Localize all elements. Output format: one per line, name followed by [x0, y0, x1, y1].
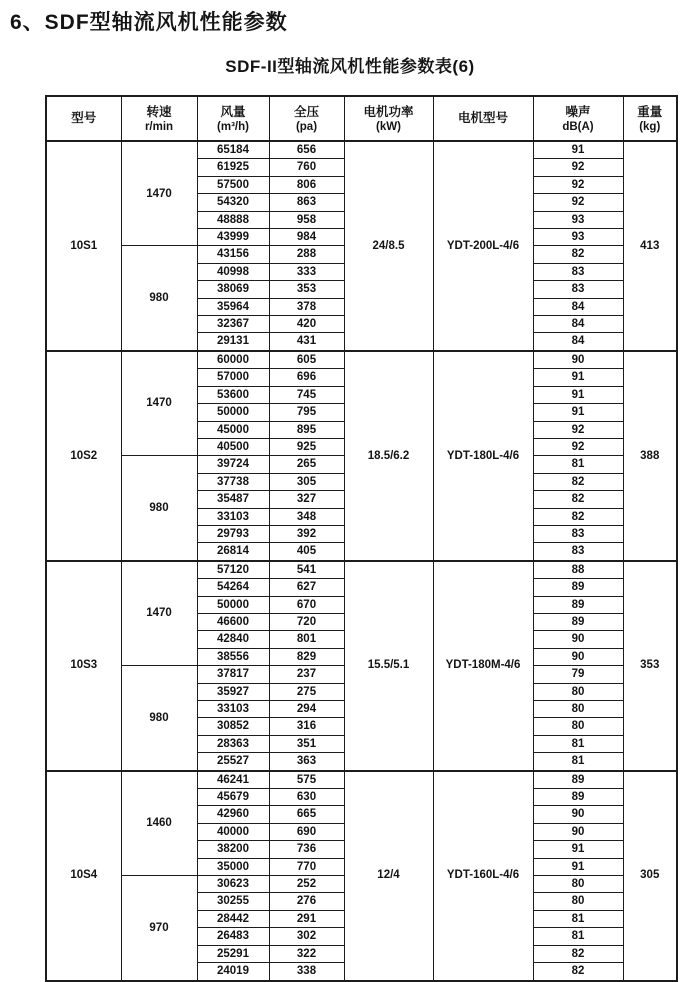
header-motor-power: 电机功率 (kW)	[344, 96, 433, 141]
motor-power-cell: 15.5/5.1	[344, 561, 433, 771]
airflow-cell: 61925	[197, 159, 269, 176]
header-noise: 噪声 dB(A)	[533, 96, 623, 141]
airflow-cell: 43999	[197, 229, 269, 246]
pressure-cell: 925	[269, 438, 344, 455]
airflow-cell: 33103	[197, 701, 269, 718]
noise-cell: 91	[533, 369, 623, 386]
weight-cell: 353	[623, 561, 677, 771]
airflow-cell: 53600	[197, 386, 269, 403]
noise-cell: 83	[533, 543, 623, 561]
noise-cell: 88	[533, 561, 623, 579]
pressure-cell: 351	[269, 735, 344, 752]
pressure-cell: 333	[269, 263, 344, 280]
pressure-cell: 630	[269, 789, 344, 806]
noise-cell: 82	[533, 473, 623, 490]
noise-cell: 82	[533, 945, 623, 962]
pressure-cell: 863	[269, 194, 344, 211]
airflow-cell: 46241	[197, 771, 269, 789]
pressure-cell: 431	[269, 333, 344, 351]
pressure-cell: 795	[269, 404, 344, 421]
header-pressure: 全压 (pa)	[269, 96, 344, 141]
noise-cell: 89	[533, 771, 623, 789]
airflow-cell: 65184	[197, 141, 269, 159]
noise-cell: 90	[533, 806, 623, 823]
noise-cell: 81	[533, 910, 623, 927]
airflow-cell: 57000	[197, 369, 269, 386]
header-model: 型号	[46, 96, 121, 141]
noise-cell: 80	[533, 893, 623, 910]
pressure-cell: 288	[269, 246, 344, 263]
pressure-cell: 265	[269, 456, 344, 473]
performance-table	[45, 95, 678, 982]
motor-model-cell: YDT-160L-4/6	[433, 771, 533, 981]
speed-cell: 980	[121, 246, 197, 351]
header-row	[46, 96, 677, 141]
airflow-cell: 35487	[197, 491, 269, 508]
noise-cell: 80	[533, 701, 623, 718]
noise-cell: 81	[533, 456, 623, 473]
airflow-cell: 54264	[197, 579, 269, 596]
airflow-cell: 29793	[197, 525, 269, 542]
pressure-cell: 378	[269, 298, 344, 315]
airflow-cell: 45000	[197, 421, 269, 438]
airflow-cell: 25527	[197, 753, 269, 771]
airflow-cell: 30852	[197, 718, 269, 735]
motor-model-cell: YDT-200L-4/6	[433, 141, 533, 351]
airflow-cell: 35964	[197, 298, 269, 315]
pressure-cell: 322	[269, 945, 344, 962]
noise-cell: 81	[533, 753, 623, 771]
pressure-cell: 294	[269, 701, 344, 718]
pressure-cell: 958	[269, 211, 344, 228]
pressure-cell: 736	[269, 841, 344, 858]
model-cell: 10S1	[46, 141, 121, 351]
airflow-cell: 37738	[197, 473, 269, 490]
perf-table-body	[46, 141, 677, 981]
pressure-cell: 665	[269, 806, 344, 823]
airflow-cell: 40998	[197, 263, 269, 280]
pressure-cell: 291	[269, 910, 344, 927]
noise-cell: 92	[533, 159, 623, 176]
pressure-cell: 760	[269, 159, 344, 176]
airflow-cell: 42840	[197, 631, 269, 648]
speed-cell: 1460	[121, 771, 197, 876]
airflow-cell: 50000	[197, 596, 269, 613]
speed-cell: 1470	[121, 141, 197, 246]
airflow-cell: 35927	[197, 683, 269, 700]
weight-cell: 388	[623, 351, 677, 561]
airflow-cell: 48888	[197, 211, 269, 228]
pressure-cell: 770	[269, 858, 344, 875]
pressure-cell: 420	[269, 316, 344, 333]
pressure-cell: 338	[269, 963, 344, 981]
noise-cell: 92	[533, 194, 623, 211]
airflow-cell: 26814	[197, 543, 269, 561]
noise-cell: 80	[533, 683, 623, 700]
header-speed: 转速 r/min	[121, 96, 197, 141]
pressure-cell: 316	[269, 718, 344, 735]
header-motor-model: 电机型号	[433, 96, 533, 141]
motor-model-cell: YDT-180L-4/6	[433, 351, 533, 561]
airflow-cell: 25291	[197, 945, 269, 962]
airflow-cell: 40500	[197, 438, 269, 455]
table-subtitle: SDF-II型轴流风机性能参数表(6)	[225, 57, 475, 76]
airflow-cell: 42960	[197, 806, 269, 823]
pressure-cell: 353	[269, 281, 344, 298]
speed-cell: 970	[121, 876, 197, 981]
pressure-cell: 801	[269, 631, 344, 648]
airflow-cell: 46600	[197, 613, 269, 630]
noise-cell: 83	[533, 281, 623, 298]
noise-cell: 90	[533, 631, 623, 648]
noise-cell: 84	[533, 333, 623, 351]
speed-cell: 980	[121, 456, 197, 561]
noise-cell: 91	[533, 404, 623, 421]
header-weight: 重量 (kg)	[623, 96, 677, 141]
noise-cell: 89	[533, 596, 623, 613]
pressure-cell: 276	[269, 893, 344, 910]
page-heading: 6、SDF型轴流风机性能参数	[10, 11, 288, 34]
pressure-cell: 327	[269, 491, 344, 508]
airflow-cell: 30255	[197, 893, 269, 910]
noise-cell: 91	[533, 386, 623, 403]
noise-cell: 82	[533, 963, 623, 981]
table-row	[46, 351, 677, 369]
airflow-cell: 50000	[197, 404, 269, 421]
noise-cell: 79	[533, 666, 623, 683]
airflow-cell: 40000	[197, 823, 269, 840]
pressure-cell: 275	[269, 683, 344, 700]
noise-cell: 89	[533, 579, 623, 596]
noise-cell: 81	[533, 928, 623, 945]
airflow-cell: 28363	[197, 735, 269, 752]
pressure-cell: 745	[269, 386, 344, 403]
noise-cell: 82	[533, 246, 623, 263]
noise-cell: 84	[533, 298, 623, 315]
noise-cell: 84	[533, 316, 623, 333]
noise-cell: 91	[533, 858, 623, 875]
pressure-cell: 302	[269, 928, 344, 945]
motor-power-cell: 24/8.5	[344, 141, 433, 351]
airflow-cell: 30623	[197, 876, 269, 893]
airflow-cell: 57120	[197, 561, 269, 579]
pressure-cell: 348	[269, 508, 344, 525]
pressure-cell: 656	[269, 141, 344, 159]
table-row	[46, 141, 677, 159]
noise-cell: 83	[533, 263, 623, 280]
airflow-cell: 45679	[197, 789, 269, 806]
noise-cell: 83	[533, 525, 623, 542]
noise-cell: 91	[533, 141, 623, 159]
pressure-cell: 829	[269, 648, 344, 665]
pressure-cell: 806	[269, 176, 344, 193]
speed-cell: 1470	[121, 351, 197, 456]
pressure-cell: 541	[269, 561, 344, 579]
airflow-cell: 37817	[197, 666, 269, 683]
airflow-cell: 24019	[197, 963, 269, 981]
model-cell: 10S2	[46, 351, 121, 561]
weight-cell: 305	[623, 771, 677, 981]
noise-cell: 91	[533, 841, 623, 858]
airflow-cell: 39724	[197, 456, 269, 473]
airflow-cell: 29131	[197, 333, 269, 351]
table-row	[46, 561, 677, 579]
noise-cell: 92	[533, 421, 623, 438]
pressure-cell: 252	[269, 876, 344, 893]
noise-cell: 82	[533, 508, 623, 525]
pressure-cell: 627	[269, 579, 344, 596]
noise-cell: 81	[533, 735, 623, 752]
table-row	[46, 771, 677, 789]
pressure-cell: 690	[269, 823, 344, 840]
speed-cell: 980	[121, 666, 197, 771]
airflow-cell: 38556	[197, 648, 269, 665]
noise-cell: 90	[533, 648, 623, 665]
noise-cell: 90	[533, 823, 623, 840]
pressure-cell: 575	[269, 771, 344, 789]
model-cell: 10S4	[46, 771, 121, 981]
noise-cell: 89	[533, 789, 623, 806]
noise-cell: 89	[533, 613, 623, 630]
noise-cell: 93	[533, 211, 623, 228]
airflow-cell: 43156	[197, 246, 269, 263]
airflow-cell: 33103	[197, 508, 269, 525]
motor-power-cell: 18.5/6.2	[344, 351, 433, 561]
noise-cell: 90	[533, 351, 623, 369]
noise-cell: 92	[533, 176, 623, 193]
pressure-cell: 895	[269, 421, 344, 438]
pressure-cell: 696	[269, 369, 344, 386]
pressure-cell: 405	[269, 543, 344, 561]
motor-model-cell: YDT-180M-4/6	[433, 561, 533, 771]
airflow-cell: 57500	[197, 176, 269, 193]
header-airflow: 风量 (m³/h)	[197, 96, 269, 141]
model-cell: 10S3	[46, 561, 121, 771]
pressure-cell: 237	[269, 666, 344, 683]
pressure-cell: 305	[269, 473, 344, 490]
airflow-cell: 28442	[197, 910, 269, 927]
airflow-cell: 54320	[197, 194, 269, 211]
noise-cell: 92	[533, 438, 623, 455]
airflow-cell: 38200	[197, 841, 269, 858]
noise-cell: 82	[533, 491, 623, 508]
noise-cell: 93	[533, 229, 623, 246]
airflow-cell: 32367	[197, 316, 269, 333]
weight-cell: 413	[623, 141, 677, 351]
pressure-cell: 605	[269, 351, 344, 369]
pressure-cell: 670	[269, 596, 344, 613]
airflow-cell: 26483	[197, 928, 269, 945]
noise-cell: 80	[533, 718, 623, 735]
speed-cell: 1470	[121, 561, 197, 666]
airflow-cell: 35000	[197, 858, 269, 875]
pressure-cell: 984	[269, 229, 344, 246]
pressure-cell: 392	[269, 525, 344, 542]
motor-power-cell: 12/4	[344, 771, 433, 981]
noise-cell: 80	[533, 876, 623, 893]
airflow-cell: 38069	[197, 281, 269, 298]
airflow-cell: 60000	[197, 351, 269, 369]
pressure-cell: 363	[269, 753, 344, 771]
pressure-cell: 720	[269, 613, 344, 630]
